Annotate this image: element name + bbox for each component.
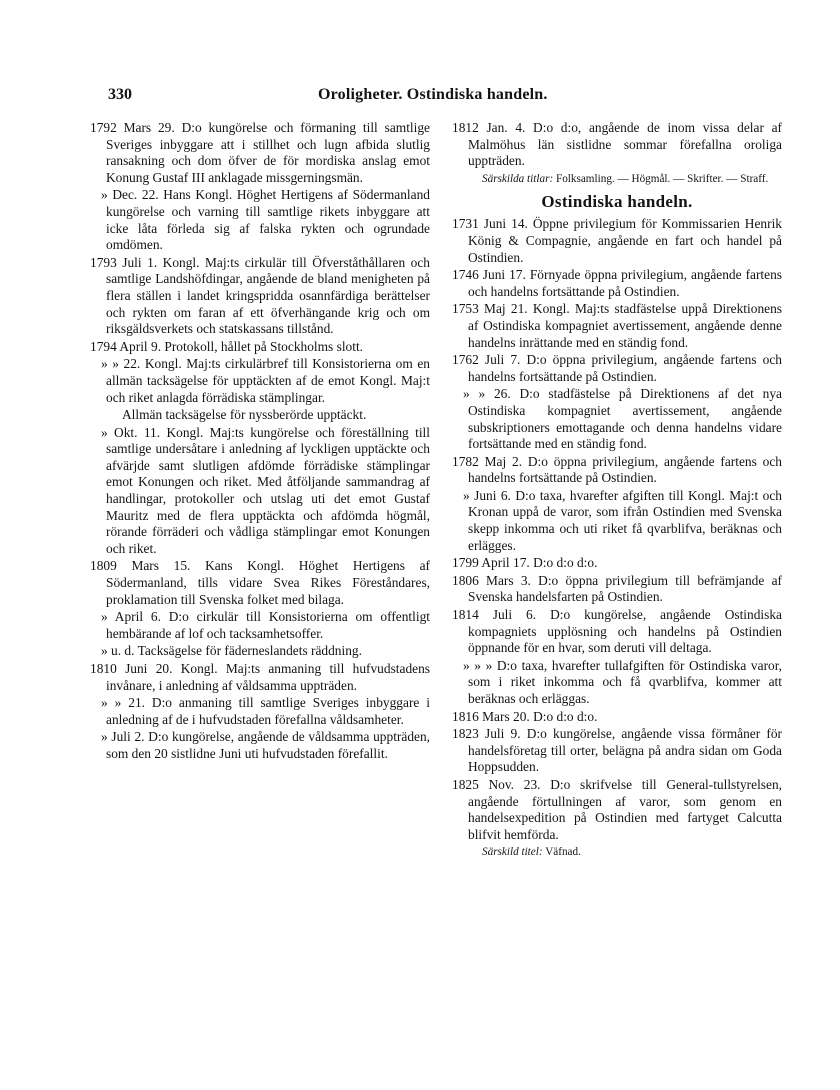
catalog-entry: 1810 Juni 20. Kongl. Maj:ts anmaning till hufvudstadens invånare, i anledning af våldsamma uppträden.	[90, 661, 430, 693]
catalog-entry: 1746 Juni 17. Förnyade öppna privilegium, angående fartens och handelns fortsättande på Ostindien.	[452, 267, 782, 299]
catalog-entry: 1799 April 17. D:o d:o d:o.	[452, 555, 598, 571]
special-titles-text: Folksamling. — Högmål. — Skrifter. — Straff.	[553, 172, 769, 185]
page-header	[108, 86, 758, 108]
catalog-entry: 1792 Mars 29. D:o kungörelse och förmaning till samtlige Sveriges inbyggare att i stillhet och lugn afbida slutlig ransakning och dom öfver de för mordiska anslag emot Konung Gustaf III anklagade missgerningsmän.	[90, 120, 430, 185]
catalog-note: Allmän tacksägelse för nyssberörde upptäckt.	[122, 407, 367, 423]
catalog-entry: » » » D:o taxa, hvarefter tullafgiften för Ostindiska varor, som i riket inkomma och få qvarblifva, kommer att beräknas och erläggas.	[463, 657, 782, 706]
catalog-entry: 1823 Juli 9. D:o kungörelse, angående vissa förmåner för handelsföretag till orter, belägna på andra sidan om Goda Hoppsudden.	[452, 726, 782, 775]
catalog-entry: 1793 Juli 1. Kongl. Maj:ts cirkulär till Öfverståthållaren och samtlige Landshöfdingar, angående de bland menigheten på flera ställen i landet kringspridda osannfärdiga berättelser och rykten om faran af ett öfverhängande krig och om riksgäldsverkets och statskassans tillstånd.	[90, 254, 430, 337]
running-title: Oroligheter. Ostindiska handeln.	[318, 86, 548, 103]
catalog-entry: » u. d. Tacksägelse för fäderneslandets räddning.	[101, 643, 362, 659]
special-titles-note	[452, 172, 782, 186]
catalog-entry: 1731 Juni 14. Öppne privilegium för Kommissarien Henrik König & Compagnie, angående en fart och handel på Ostindien.	[452, 216, 782, 265]
catalog-entry: » April 6. D:o cirkulär till Konsistorierna om offentligt hembärande af lof och tacksamhetsoffer.	[101, 609, 430, 641]
catalog-entry: 1762 Juli 7. D:o öppna privilegium, angående fartens och handelns fortsättande på Ostindien.	[452, 352, 782, 384]
catalog-entry: » Dec. 22. Hans Kongl. Höghet Hertigens af Södermanland kungörelse och varning till samtlige rikets inbyggare att icke låta förleda sig af falska rykten och ogrundade omdömen.	[101, 187, 430, 253]
catalog-entry: 1814 Juli 6. D:o kungörelse, angående Ostindiska kompagniets upplösning och handelns på Ostindien öppnande för en hvar, som deruti vill deltaga.	[452, 607, 782, 656]
right-column-entries-bottom	[452, 216, 782, 843]
special-title-label: Särskild titel:	[482, 846, 543, 859]
catalog-entry: 1806 Mars 3. D:o öppna privilegium till befrämjande af Svenska handelsfarten på Ostindien.	[452, 572, 782, 605]
right-column	[452, 120, 782, 865]
catalog-entry: » » 22. Kongl. Maj:ts cirkulärbref till Konsistorierna om en allmän tacksägelse för upptäckten af de emot Kongl. Maj:t och riket anlagda förrädiska stämplingar.	[101, 356, 430, 405]
special-titles-label: Särskilda titlar:	[482, 172, 554, 185]
special-title-note	[452, 845, 782, 859]
catalog-entry: 1825 Nov. 23. D:o skrifvelse till General-tullstyrelsen, angående förtullningen af varor, som genom en handelsexpedition på Ostindien med fartyget Calcutta blifvit hemförda.	[452, 776, 782, 842]
left-column	[90, 120, 430, 764]
catalog-entry: » Juni 6. D:o taxa, hvarefter afgiften till Kongl. Maj:t och Kronan uppå de varor, som ifrån Ostindien med Svenska skepp inkomma och uti riket få qvarblifva, beräknas och erlägges.	[463, 487, 782, 553]
page-number: 330	[108, 86, 132, 103]
catalog-entry: » Okt. 11. Kongl. Maj:ts kungörelse och föreställning till samtlige undersåtare i anledning af lyckligen upptäckte och afvärjde samt slutligen afdömde förrädiske stämplingar emot Konungen och riket. Med åtföljande sammandrag af handlingar, protokoller och utslag uti det emot Gustaf Mauritz med de flera upptäckta och afdömda högmål, rörande förräderi och vådliga stämplingar emot Konungen och riket.	[101, 424, 430, 556]
catalog-entry: 1794 April 9. Protokoll, hållet på Stockholms slott.	[90, 338, 364, 354]
catalog-entry: 1812 Jan. 4. D:o d:o, angående de inom vissa delar af Malmöhus län sistlidne sommar förefallna oroliga uppträden.	[452, 120, 782, 169]
catalog-entry: » Juli 2. D:o kungörelse, angående de våldsamma uppträden, som den 20 sistlidne Juni uti hufvudstaden förefallit.	[101, 729, 430, 761]
catalog-entry: 1782 Maj 2. D:o öppna privilegium, angående fartens och handelns fortsättande på Ostindien.	[452, 453, 782, 486]
catalog-entry: 1753 Maj 21. Kongl. Maj:ts stadfästelse uppå Direktionens af Ostindiska kompagniet avertissement, angående denne handelns inrättande med en ständig fond.	[452, 301, 782, 350]
catalog-entry: 1809 Mars 15. Kans Kongl. Höghet Hertigens af Södermanland, tills vidare Svea Rikes Föreståndares, proklamation till Svenska folket med bilaga.	[90, 558, 430, 607]
right-column-entries-top	[452, 120, 782, 170]
catalog-entry: » » 26. D:o stadfästelse på Direktionens af det nya Ostindiska kompagniet avertissement, angående subskriptioners emottagande och denna handelns vidare fortsättande med en ständig fond.	[463, 386, 782, 452]
catalog-entry: » » 21. D:o anmaning till samtlige Sveriges inbyggare i anledning af de i hufvudstaden förefallna våldsamheter.	[101, 695, 430, 727]
catalog-entry: 1816 Mars 20. D:o d:o d:o.	[452, 708, 598, 724]
special-title-text: Väfnad.	[542, 846, 581, 859]
section-heading: Ostindiska handeln.	[541, 191, 693, 211]
